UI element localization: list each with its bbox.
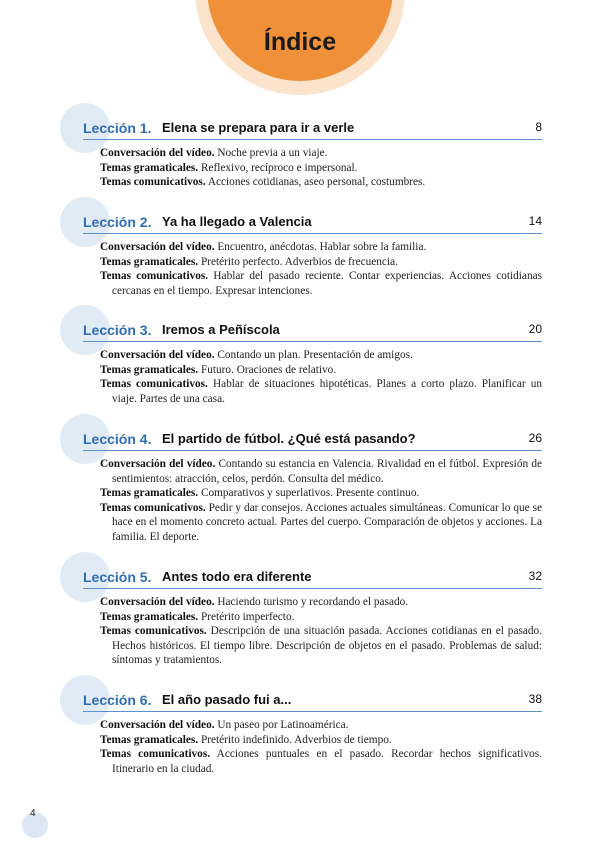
lesson-heading bbox=[83, 120, 542, 140]
video-conversation-label: Conversación del vídeo. bbox=[100, 719, 215, 731]
communicative-topics-line bbox=[100, 269, 542, 298]
lesson-title: Ya ha llegado a Valencia bbox=[162, 214, 312, 229]
lesson-title: El año pasado fui a... bbox=[162, 692, 292, 707]
communicative-topics-line bbox=[100, 377, 542, 406]
lesson-heading bbox=[83, 569, 542, 589]
grammar-topics-text: Comparativos y superlativos. Presente continuo. bbox=[200, 487, 420, 500]
page-title: Índice bbox=[263, 28, 337, 56]
video-conversation-line bbox=[100, 348, 542, 363]
grammar-topics-line bbox=[100, 733, 542, 748]
lesson-number: Lección 6. bbox=[83, 692, 152, 708]
lesson-details bbox=[100, 240, 542, 298]
grammar-topics-line bbox=[100, 161, 542, 176]
lesson-title: El partido de fútbol. ¿Qué está pasando? bbox=[162, 431, 416, 446]
grammar-topics-text: Reflexivo, recíproco e impersonal. bbox=[200, 161, 358, 174]
lesson-page-number: 38 bbox=[528, 692, 542, 706]
lesson-title: Iremos a Peñíscola bbox=[162, 322, 280, 337]
video-conversation-label: Conversación del vídeo. bbox=[100, 147, 215, 159]
grammar-topics-label: Temas gramaticales. bbox=[100, 487, 199, 500]
communicative-topics-label: Temas comunicativos. bbox=[100, 176, 206, 189]
lesson-page-number: 32 bbox=[528, 569, 542, 583]
communicative-topics-text: Hablar de situaciones hipotéticas. Planes a corto plazo. Planificar un viaje. Partes de una casa. bbox=[112, 378, 543, 405]
communicative-topics-label: Temas comunicativos. bbox=[100, 501, 206, 514]
communicative-topics-line bbox=[100, 175, 542, 190]
communicative-topics-text: Acciones cotidianas, aseo personal, costumbres. bbox=[207, 176, 426, 189]
lesson-heading bbox=[83, 214, 542, 234]
communicative-topics-label: Temas comunicativos. bbox=[100, 748, 211, 761]
video-conversation-label: Conversación del vídeo. bbox=[100, 241, 215, 253]
lesson-details bbox=[100, 718, 542, 776]
lesson-number: Lección 3. bbox=[83, 322, 152, 338]
grammar-topics-text: Pretérito indefinido. Adverbios de tiempo. bbox=[200, 733, 392, 746]
video-conversation-label: Conversación del vídeo. bbox=[100, 458, 216, 470]
lesson-number: Lección 1. bbox=[83, 120, 152, 136]
video-conversation-line bbox=[100, 240, 542, 255]
grammar-topics-line bbox=[100, 255, 542, 270]
grammar-topics-label: Temas gramaticales. bbox=[100, 733, 199, 746]
lesson-page-number: 8 bbox=[535, 120, 542, 134]
communicative-topics-line bbox=[100, 747, 542, 776]
lesson-details bbox=[100, 146, 542, 190]
lesson-number: Lección 5. bbox=[83, 569, 152, 585]
communicative-topics-line bbox=[100, 624, 542, 668]
grammar-topics-text: Pretérito perfecto. Adverbios de frecuencia. bbox=[200, 255, 398, 268]
lesson-page-number: 20 bbox=[528, 322, 542, 336]
video-conversation-text: Contando su estancia en Valencia. Rivalidad en el fútbol. Expresión de sentimientos: atracción, celos, perdón. Consulta del médico. bbox=[112, 458, 542, 485]
lesson-number: Lección 4. bbox=[83, 431, 152, 447]
grammar-topics-line bbox=[100, 486, 542, 501]
video-conversation-line bbox=[100, 595, 542, 610]
video-conversation-line bbox=[100, 457, 542, 486]
video-conversation-text: Haciendo turismo y recordando el pasado. bbox=[217, 596, 409, 608]
grammar-topics-label: Temas gramaticales. bbox=[100, 610, 199, 623]
lesson-details bbox=[100, 348, 542, 406]
lesson-details bbox=[100, 457, 542, 545]
video-conversation-text: Contando un plan. Presentación de amigos. bbox=[217, 349, 413, 361]
communicative-topics-label: Temas comunicativos. bbox=[100, 625, 207, 638]
video-conversation-line bbox=[100, 146, 542, 161]
video-conversation-line bbox=[100, 718, 542, 733]
video-conversation-label: Conversación del vídeo. bbox=[100, 596, 215, 608]
video-conversation-label: Conversación del vídeo. bbox=[100, 349, 215, 361]
communicative-topics-text: Hablar del pasado reciente. Contar experiencias. Acciones cotidianas cercanas en el tiempo. Expresar intenciones. bbox=[112, 270, 543, 297]
grammar-topics-label: Temas gramaticales. bbox=[100, 363, 199, 376]
lesson-page-number: 26 bbox=[528, 431, 542, 445]
communicative-topics-line bbox=[100, 501, 542, 545]
communicative-topics-text: Acciones puntuales en el pasado. Recordar hechos significativos. Itinerario en la ciudad. bbox=[112, 748, 542, 775]
video-conversation-text: Un paseo por Latinoamérica. bbox=[217, 719, 349, 731]
grammar-topics-text: Futuro. Oraciones de relativo. bbox=[200, 363, 337, 376]
grammar-topics-line bbox=[100, 610, 542, 625]
grammar-topics-text: Pretérito imperfecto. bbox=[200, 610, 295, 623]
lesson-page-number: 14 bbox=[528, 214, 542, 228]
lesson-heading bbox=[83, 692, 542, 712]
lesson-details bbox=[100, 595, 542, 668]
lesson-title: Elena se prepara para ir a verle bbox=[162, 120, 355, 135]
video-conversation-text: Noche previa a un viaje. bbox=[217, 147, 328, 159]
communicative-topics-label: Temas comunicativos. bbox=[100, 270, 209, 283]
grammar-topics-line bbox=[100, 363, 542, 378]
lesson-heading bbox=[83, 431, 542, 451]
communicative-topics-text: Descripción de una situación pasada. Acciones cotidianas en el pasado. Hechos históricos. El tiempo libre. Descripción de objetos en el pasado. Problemas de salud: síntomas y tratamientos. bbox=[112, 625, 543, 667]
video-conversation-text: Encuentro, anécdotas. Hablar sobre la familia. bbox=[217, 241, 427, 253]
lesson-heading bbox=[83, 322, 542, 342]
communicative-topics-text: Pedir y dar consejos. Acciones actuales simultáneas. Comunicar lo que se hace en el momento concreto actual. Partes del cuerpo. Comparación de objetos y acciones. La familia. El deporte. bbox=[112, 501, 542, 543]
lesson-number: Lección 2. bbox=[83, 214, 152, 230]
page-number: 4 bbox=[30, 808, 36, 819]
grammar-topics-label: Temas gramaticales. bbox=[100, 161, 199, 174]
communicative-topics-label: Temas comunicativos. bbox=[100, 378, 208, 391]
lesson-title: Antes todo era diferente bbox=[162, 569, 312, 584]
grammar-topics-label: Temas gramaticales. bbox=[100, 255, 199, 268]
